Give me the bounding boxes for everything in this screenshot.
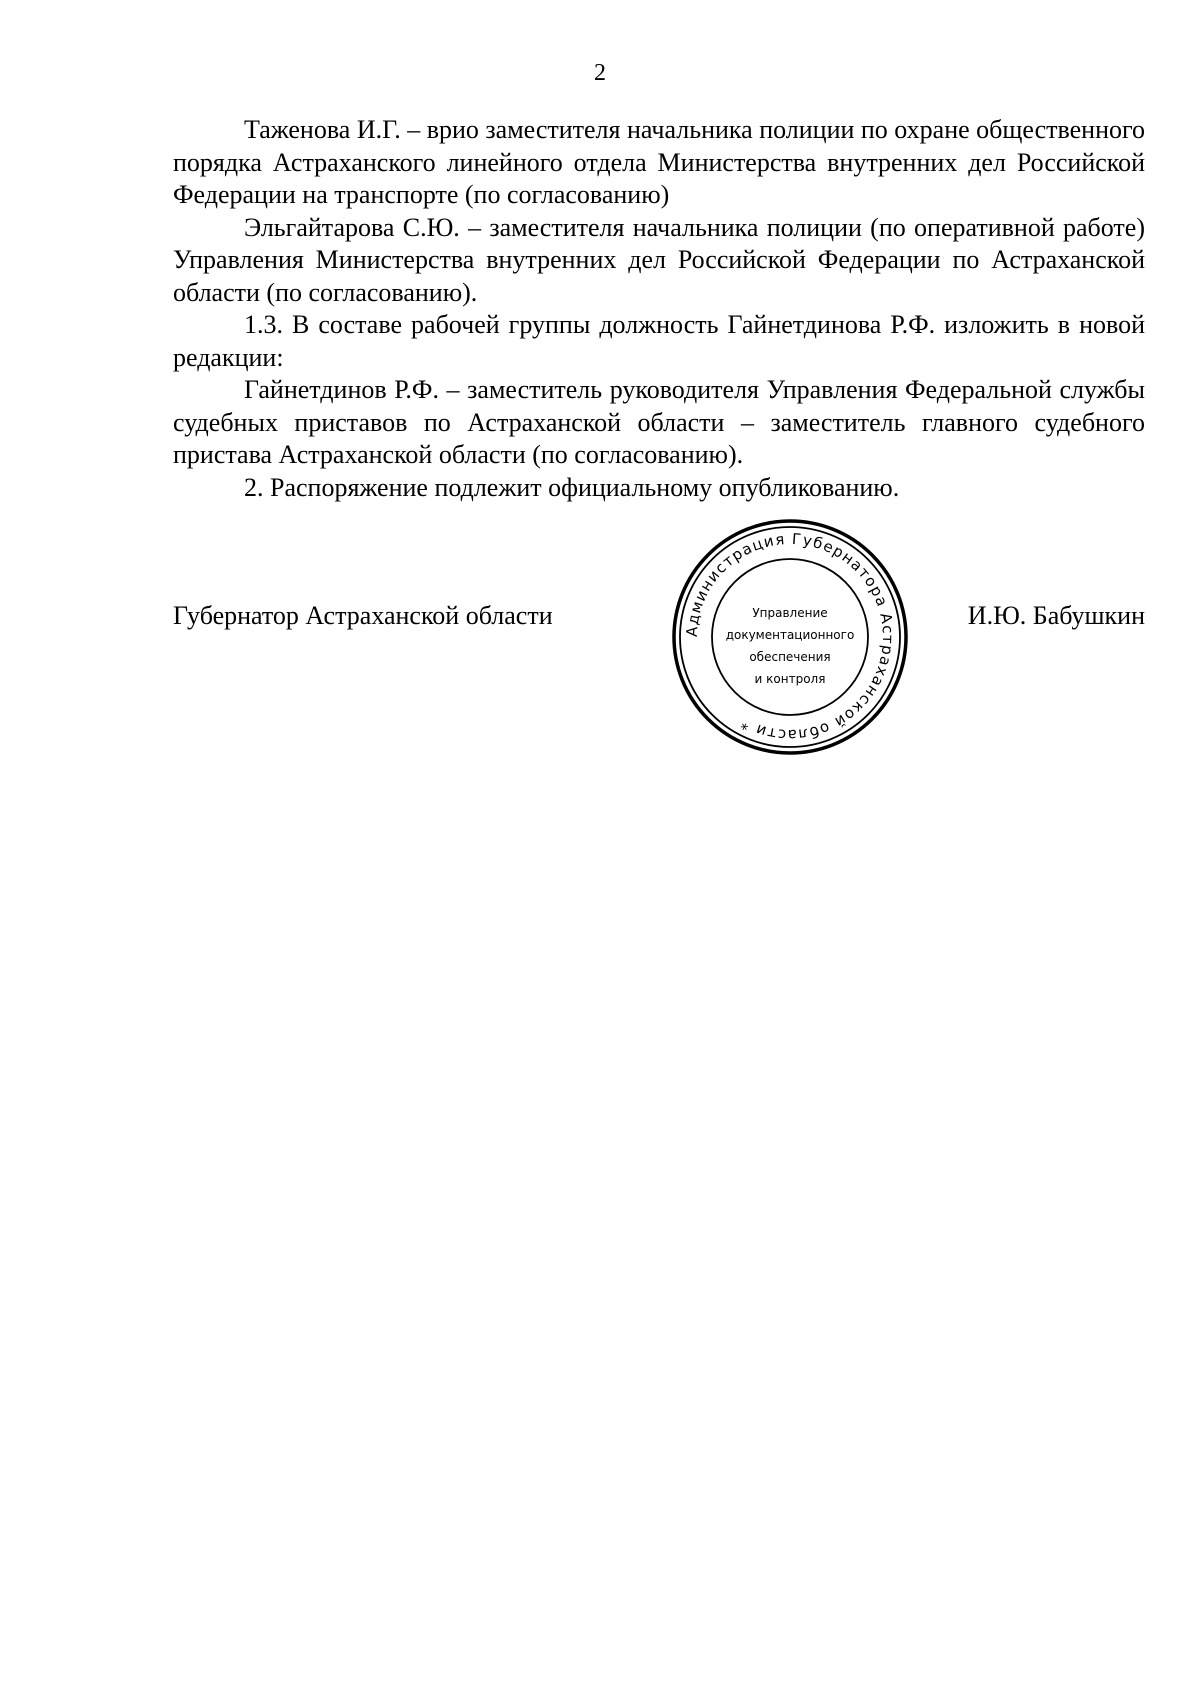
- paragraph-gainetdinov: Гайнетдинов Р.Ф. – заместитель руководителя Управления Федеральной службы судебных приставов по Астраханской области – заместитель главного судебного пристава Астраханской области (по согласованию).: [173, 375, 1145, 469]
- paragraph-elgaitarova: Эльгайтарова С.Ю. – заместителя начальника полиции (по оперативной работе) Управления Министерства внутренних дел Российской Федерации по Астраханской области (по согласованию).: [173, 212, 1145, 307]
- document-body: [173, 114, 1145, 504]
- signatory-name: И.Ю. Бабушкин: [967, 601, 1145, 630]
- svg-text:документационного: документационного: [725, 628, 855, 642]
- svg-text:Управление: Управление: [752, 606, 828, 620]
- signatory-position: Губернатор Астраханской области: [173, 601, 553, 630]
- svg-text:Администрация Губернатора Астр: Администрация Губернатора Астраханской области *: [682, 529, 898, 745]
- signature-block: [173, 600, 1145, 640]
- svg-text:и контроля: и контроля: [754, 672, 826, 686]
- seal-icon: [670, 517, 910, 757]
- official-seal: [670, 517, 910, 757]
- paragraph-clause-1-3: 1.3. В составе рабочей группы должность Гайнетдинова Р.Ф. изложить в новой редакции:: [173, 310, 1145, 372]
- paragraph-tazhenova: Таженова И.Г. – врио заместителя начальника полиции по охране общественного порядка Астраханского линейного отдела Министерства внутренних дел Российской Федерации на транспорте (по согласованию): [173, 115, 1145, 209]
- page-number: 2: [594, 60, 606, 86]
- svg-text:обеспечения: обеспечения: [749, 650, 831, 664]
- paragraph-clause-2: 2. Распоряжение подлежит официальному опубликованию.: [244, 472, 900, 502]
